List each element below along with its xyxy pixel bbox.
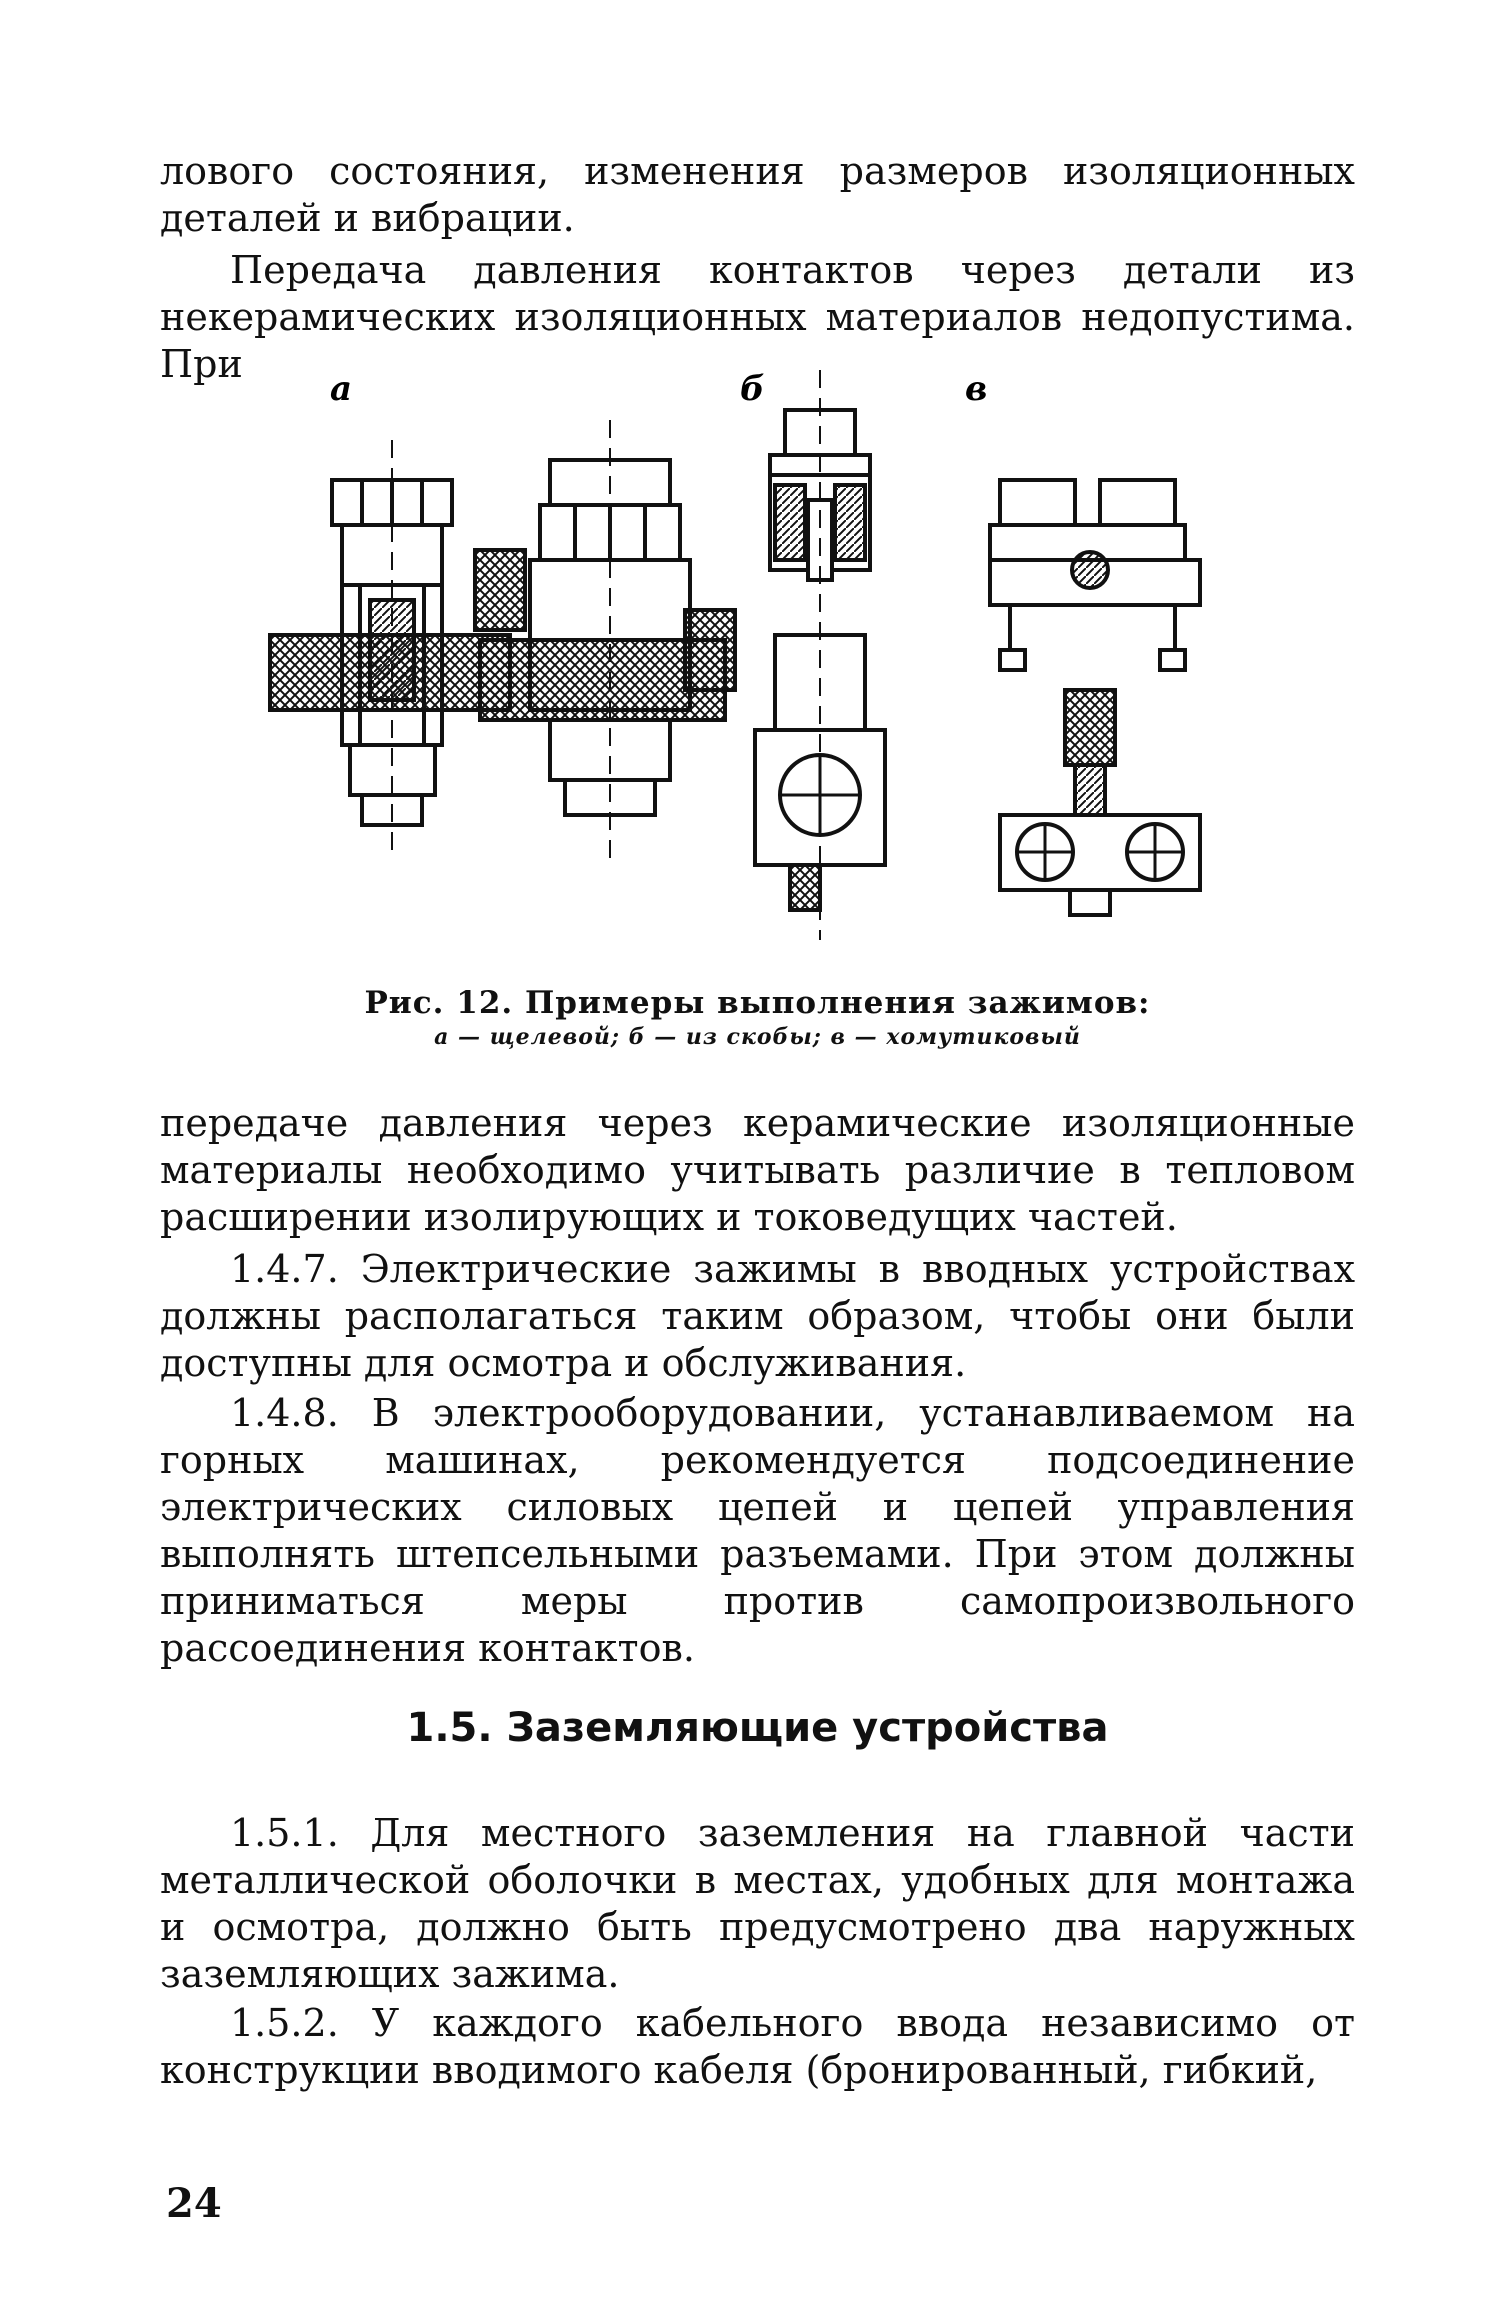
paragraph-pressure-transfer: Передача давления контактов через детали из некерамических изоляционных материалов недопустима. При: [160, 248, 1355, 386]
figure-caption-legend: а — щелевой; б — из скобы; в — хомутиковый: [434, 1024, 1081, 1050]
clamp-v-collar-top: [990, 480, 1200, 670]
paragraph-1-5-2: 1.5.2. У каждого кабельного ввода независимо от конструкции вводимого кабеля (бронированный, гибкий,: [160, 2001, 1355, 2092]
clamp-b-bracket: [755, 370, 885, 940]
clamp-a-slotted-1: [270, 440, 510, 860]
clamp-a-slotted-2: [475, 420, 735, 860]
paragraph-continuation: лового состояния, изменения размеров изоляционных деталей и вибрации.: [160, 149, 1355, 240]
paragraph-ceramic: передаче давления через керамические изоляционные материалы необходимо учитывать различие в тепловом расширении изолирующих и токоведущих частей.: [160, 1101, 1355, 1239]
figure-letter-b: б: [740, 369, 765, 409]
section-heading: 1.5. Заземляющие устройства: [406, 1705, 1109, 1751]
paragraph-1-4-8: 1.4.8. В электрооборудовании, устанавливаемом на горных машинах, рекомендуется подсоединение электрических силовых цепей и цепей управления выполнять штепсельными разъемами. При этом должны приниматься меры против самопроизвольного рассоединения контактов.: [160, 1391, 1355, 1670]
paragraph-1-5-1: 1.5.1. Для местного заземления на главной части металлической оболочки в местах, удобных для монтажа и осмотра, должно быть предусмотрено два наружных заземляющих зажима.: [160, 1811, 1355, 1996]
clamp-drawings: [230, 360, 1270, 985]
paragraph-1-4-7: 1.4.7. Электрические зажимы в вводных устройствах должны располагаться таким образом, чтобы они были доступны для осмотра и обслуживания.: [160, 1247, 1355, 1385]
clamp-v-collar-bottom: [1000, 690, 1200, 915]
figure-letter-v: в: [965, 369, 988, 409]
figure-clamp-examples: [230, 360, 1270, 985]
page-number: 24: [166, 2180, 222, 2227]
figure-letter-a: а: [330, 369, 353, 409]
figure-caption-title: Рис. 12. Примеры выполнения зажимов:: [364, 985, 1151, 1021]
